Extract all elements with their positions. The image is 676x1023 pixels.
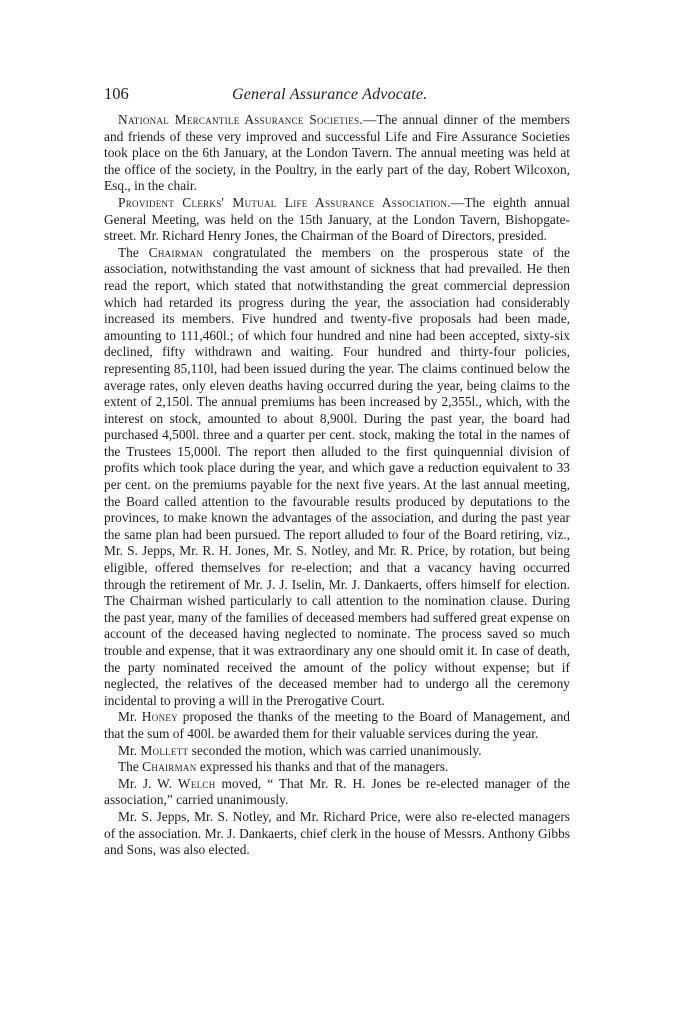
speaker-name: Chairman [142, 759, 197, 775]
paragraph-honey-proposal [104, 709, 570, 742]
paragraph-lead: The [118, 244, 149, 260]
section-heading: National Mercantile Assurance Societies. [118, 112, 364, 127]
paragraph-text: —The eighth annual General Meeting, was held on the 15th January, at the London Tavern, Bishopgate-street. Mr. Richard Henry Jones, the Chairman of the Board of Directors, presided. [104, 194, 570, 244]
paragraph-text: moved, “ That Mr. R. H. Jones be re-elected manager of the association,” carried unanimously. [104, 775, 570, 808]
speaker-name: Mollett [140, 742, 189, 758]
paragraph-text: congratulated the members on the prosperous state of the association, notwithstanding the vast amount of sickness that had prevailed. He then read the report, which stated that notwithstanding the great commercial depression which had retarded its progress during the year, the association had considerably increased its members. Five hundred and twenty-five proposals had been made, amounting to 111,460l.; of which four hundred and nine had been accepted, sixty-six declined, fifty withdrawn and waiting. Four hundred and thirty-four policies, representing 85,110l, had been issued during the year. The claims continued below the average rates, only eleven deaths having occurred during the year, being claims to the extent of 2,150l. The annual premiums has been increased by 2,355l., which, with the interest on stock, amounted to about 8,900l. During the past year, the board had purchased 4,500l. three and a quarter per cent. stock, making the total in the names of the Trustees 15,000l. The report then alluded to the first quinquennial division of profits which took place during the year, and which gave a reduction equivalent to 33 per cent. on the premiums payable for the next five years. At the last annual meeting, the Board called attention to the favourable results produced by deputations to the provinces, to make known the advantages of the association, and during the past year the same plan had been pursued. The report alluded to four of the Board retiring, viz., Mr. S. Jepps, Mr. R. H. Jones, Mr. S. Notley, and Mr. R. Price, by rotation, but being eligible, offered themselves for re-election; and that a vacancy having occurred through the retirement of Mr. J. J. Iselin, Mr. J. Dankaerts, offers himself for election. The Chairman wished particularly to call attention to the nomination clause. During the past year, many of the families of deceased members had suffered great expense on account of the deceased having neglected to nominate. The process saved so much trouble and expense, that it was extraordinary any one should omit it. In case of death, the party nominated received the amount of the policy without expense; but if neglected, the relatives of the deceased member had to undergo all the ceremony incidental to proving a will in the Prerogative Court. [104, 244, 570, 708]
speaker-name: Welch [177, 775, 216, 791]
paragraph-chairman-thanks [104, 759, 570, 776]
paragraph-lead: The [118, 759, 143, 775]
paragraph-text: proposed the thanks of the meeting to the Board of Management, and that the sum of 400l. be awarded them for their valuable services during the year. [104, 709, 571, 741]
paragraph-welch-motion [104, 776, 570, 809]
paragraph-chairman-report [104, 245, 570, 710]
paragraph-text: seconded the motion, which was carried unanimously. [188, 742, 482, 758]
paragraph-lead: Mr. [118, 742, 141, 758]
paragraph-text: expressed his thanks and that of the managers. [196, 759, 449, 775]
speaker-name: Honey [141, 709, 178, 725]
paragraph-lead: Mr. [118, 709, 142, 725]
paragraph-lead: Mr. J. W. [118, 775, 178, 791]
speaker-name: Chairman [148, 244, 203, 260]
paragraph-provident-clerks [104, 195, 570, 245]
paragraph-national-mercantile [104, 112, 570, 195]
paragraph-mollett-seconded [104, 743, 570, 760]
paragraph-text: —The annual dinner of the members and friends of these very improved and successful Life and Fire Assurance Societies took place on the 6th January, at the London Tavern. The annual meeting was held at the office of the society, in the Poultry, in the early part of the day, Robert Wilcoxon, Esq., in the chair. [104, 112, 570, 194]
running-title: General Assurance Advocate. [232, 86, 428, 103]
paragraph-managers-elected [104, 809, 570, 859]
article-body [104, 112, 570, 859]
document-page [104, 84, 570, 859]
paragraph-text: Mr. S. Jepps, Mr. S. Notley, and Mr. Richard Price, were also re-elected managers of the association. Mr. J. Dankaerts, chief clerk in the house of Messrs. Anthony Gibbs and Sons, was also elected. [104, 808, 570, 858]
section-heading: Provident Clerks' Mutual Life Assurance Association. [118, 194, 451, 210]
page-number: 106 [104, 84, 129, 103]
running-head [104, 84, 570, 106]
